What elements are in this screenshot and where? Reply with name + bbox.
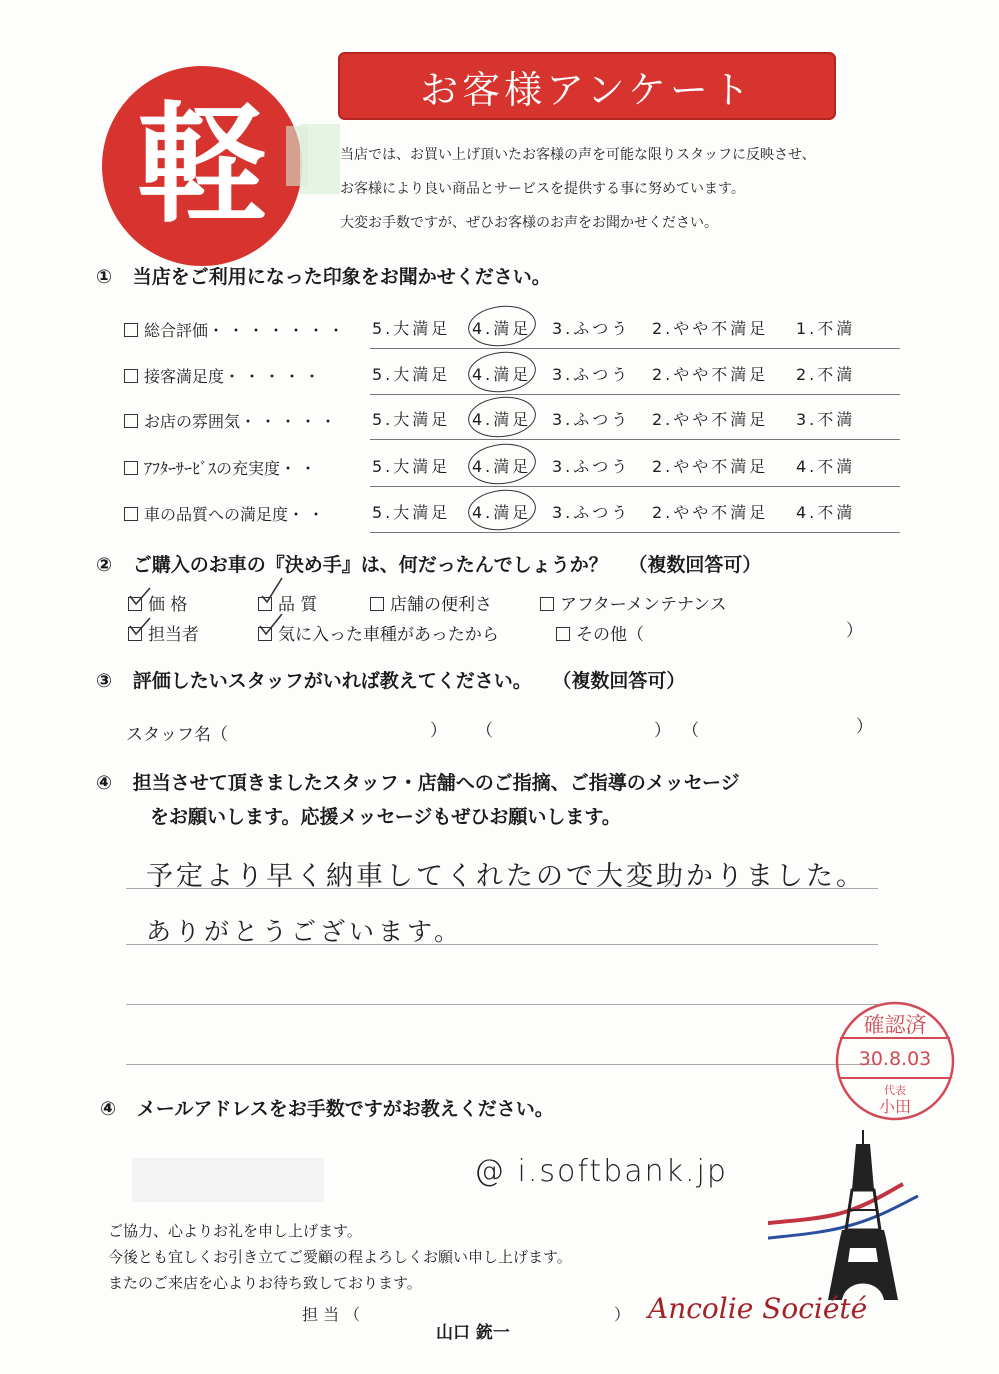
- q1-row-label[interactable]: [124, 364, 324, 387]
- rating-option-o2[interactable]: 2.やや不満足: [652, 319, 769, 338]
- checkbox-store-convenience[interactable]: [370, 597, 384, 611]
- row-checkbox[interactable]: [124, 369, 138, 383]
- message-ruled-line-2: [126, 944, 878, 945]
- rating-option-o3[interactable]: 3.ふつう: [552, 503, 631, 522]
- row-checkbox[interactable]: [124, 507, 138, 521]
- q1-number: ①: [96, 266, 113, 288]
- q2-header: [96, 550, 761, 577]
- page-title: お客様アンケート: [420, 67, 754, 112]
- rating-option-o5[interactable]: 5.大満足: [372, 457, 451, 476]
- row-label-text: お店の雰囲気: [144, 412, 241, 431]
- title-banner: [338, 52, 836, 120]
- footer-staff-name: 山口 銃一: [436, 1323, 510, 1343]
- rating-option-o4[interactable]: 4.満足: [472, 365, 532, 384]
- q2-option-store-convenience[interactable]: 店舗の便利さ: [370, 590, 492, 615]
- q4-number: ④: [96, 772, 113, 794]
- q2-option-staff[interactable]: 担当者: [128, 620, 199, 645]
- q1-row: [124, 397, 900, 441]
- handwritten-message-line-1[interactable]: 予定より早く納車してくれたので大変助かりました。: [146, 861, 866, 892]
- q5-heading: メールアドレスをお手数ですがお教えください。: [136, 1098, 554, 1120]
- q3-note: （複数回答可）: [552, 670, 686, 692]
- staff-paren-open-2: （: [476, 721, 493, 741]
- staff-paren-close-1: ）: [430, 721, 447, 741]
- q2-option-other[interactable]: その他（: [556, 620, 644, 645]
- rating-option-o4[interactable]: 4.満足: [472, 319, 532, 338]
- rating-option-o3[interactable]: 3.ふつう: [552, 410, 631, 429]
- footer-staff-label: 担 当 （: [302, 1305, 361, 1324]
- row-label-text: 車の品質への満足度: [144, 505, 289, 524]
- stamp-name: 小田: [878, 1097, 912, 1116]
- staff-paren-open-3: （: [682, 721, 699, 741]
- logo-green-tab: [300, 124, 340, 194]
- row-leader-dots: ・・・・・・・: [208, 321, 349, 340]
- footer-thanks-line-2: 今後とも宜しくお引き立てご愛顧の程よろしくお願い申し上げます。: [108, 1248, 572, 1266]
- check-mark-price: [126, 586, 156, 608]
- footer-staff-close: ）: [614, 1305, 631, 1324]
- checkbox-other[interactable]: [556, 627, 570, 641]
- q4-header: [96, 768, 740, 795]
- staff-name-input-1[interactable]: [236, 720, 426, 742]
- q1-row-label[interactable]: [124, 502, 328, 525]
- check-mark-staff: [126, 616, 156, 638]
- stamp-confirmed: 確認済: [863, 1013, 927, 1037]
- q3-number: ③: [96, 670, 113, 692]
- intro-line-1: 当店では、お買い上げ頂いたお客様の声を可能な限りスタッフに反映させ、: [340, 147, 816, 163]
- selected-rating-circle: [466, 349, 538, 396]
- row-divider: [370, 486, 900, 487]
- staff-paren-close-2: ）: [654, 721, 671, 741]
- q1-row-label[interactable]: [124, 456, 320, 479]
- q3-header: [96, 666, 685, 693]
- rating-option-o1[interactable]: 4.不満: [796, 503, 856, 522]
- q4-heading-line-1: 担当させて頂きましたスタッフ・店舗へのご指摘、ご指導のメッセージ: [132, 772, 740, 794]
- row-checkbox[interactable]: [124, 461, 138, 475]
- q2-number: ②: [96, 554, 113, 576]
- message-ruled-line-3: [126, 1004, 878, 1005]
- q2-other-close: ）: [846, 621, 863, 641]
- row-label-text: 総合評価: [144, 321, 209, 340]
- stamp-date: 30.8.03: [858, 1048, 932, 1070]
- q5-number: ④: [100, 1098, 117, 1120]
- rating-option-o1[interactable]: 1.不満: [796, 319, 856, 338]
- staff-paren-close-3: ）: [856, 717, 873, 737]
- row-leader-dots: ・・・・・: [240, 412, 341, 431]
- check-mark-liked-model: [256, 612, 286, 638]
- email-domain[interactable]: @ i.softbank.jp: [474, 1154, 728, 1189]
- confirmation-stamp: [832, 998, 958, 1124]
- rating-option-o3[interactable]: 3.ふつう: [552, 319, 631, 338]
- footer-thanks-line-1: ご協力、心よりお礼を申し上げます。: [108, 1222, 362, 1240]
- row-leader-dots: ・・: [280, 459, 321, 478]
- logo-character: 軽: [136, 89, 268, 241]
- q1-row-label[interactable]: [124, 409, 340, 432]
- q2-note: （複数回答可）: [628, 554, 762, 576]
- rating-option-o1[interactable]: 4.不満: [796, 457, 856, 476]
- intro-line-2: お客様により良い商品とサービスを提供する事に努めています。: [340, 181, 745, 197]
- q4-heading-line-2: をお願いします。応援メッセージもぜひお願いします。: [150, 806, 621, 828]
- rating-option-o4[interactable]: 4.満足: [472, 457, 532, 476]
- check-mark-quality: [258, 576, 288, 606]
- row-leader-dots: ・・: [288, 505, 329, 524]
- rating-option-o5[interactable]: 5.大満足: [372, 319, 451, 338]
- rating-option-o1[interactable]: 3.不満: [796, 410, 856, 429]
- row-divider: [370, 348, 900, 349]
- row-leader-dots: ・・・・・: [224, 367, 325, 386]
- row-divider: [370, 532, 900, 533]
- q2-option-price[interactable]: 価 格: [128, 590, 187, 615]
- email-redaction-block: [132, 1158, 324, 1202]
- q2-option-quality[interactable]: 品 質: [258, 590, 317, 615]
- handwritten-message-line-2[interactable]: ありがとうございます。: [146, 917, 464, 946]
- rating-option-o3[interactable]: 3.ふつう: [552, 365, 631, 384]
- message-ruled-line-1: [126, 888, 878, 889]
- q2-heading: ご購入のお車の『決め手』は、何だったんでしょうか？: [132, 554, 608, 576]
- q1-header: [96, 262, 551, 289]
- footer-thanks-line-3: またのご来店を心よりお待ち致しております。: [108, 1274, 422, 1292]
- row-label-text: 接客満足度: [144, 367, 225, 386]
- selected-rating-circle: [466, 303, 538, 350]
- q1-row: [124, 444, 900, 488]
- selected-rating-circle: [466, 487, 538, 534]
- row-checkbox[interactable]: [124, 323, 138, 337]
- q1-row: [124, 490, 900, 534]
- rating-option-o2[interactable]: 2.やや不満足: [652, 365, 769, 384]
- staff-name-label: スタッフ名（: [126, 725, 228, 745]
- row-checkbox[interactable]: [124, 414, 138, 428]
- q1-row-label[interactable]: [124, 318, 348, 341]
- stamp-role: 代表: [884, 1084, 906, 1097]
- checkbox-after-maintenance[interactable]: [540, 597, 554, 611]
- intro-line-3: 大変お手数ですが、ぜひお客様のお声をお聞かせください。: [340, 215, 718, 231]
- rating-option-o5[interactable]: 5.大満足: [372, 503, 451, 522]
- q2-option-after-maintenance[interactable]: アフターメンテナンス: [540, 590, 727, 615]
- rating-option-o2[interactable]: 2.やや不満足: [652, 410, 769, 429]
- rating-option-o5[interactable]: 5.大満足: [372, 365, 451, 384]
- rating-option-o4[interactable]: 4.満足: [472, 503, 532, 522]
- row-divider: [370, 394, 900, 395]
- kei-logo: [96, 60, 308, 272]
- row-label-text: ｱﾌﾀｰｻｰﾋﾞｽの充実度: [144, 459, 281, 478]
- staff-name-input-3[interactable]: [700, 720, 850, 742]
- rating-option-o4[interactable]: 4.満足: [472, 410, 532, 429]
- rating-option-o3[interactable]: 3.ふつう: [552, 457, 631, 476]
- message-ruled-line-4: [126, 1064, 878, 1065]
- rating-option-o2[interactable]: 2.やや不満足: [652, 503, 769, 522]
- selected-rating-circle: [466, 441, 538, 488]
- staff-name-input-2[interactable]: [494, 720, 654, 742]
- q2-option-liked-model[interactable]: 気に入った車種があったから: [258, 620, 499, 645]
- row-divider: [370, 439, 900, 440]
- rating-option-o5[interactable]: 5.大満足: [372, 410, 451, 429]
- q3-heading: 評価したいスタッフがいれば教えてください。: [132, 670, 532, 692]
- q1-row: [124, 352, 900, 396]
- rating-option-o2[interactable]: 2.やや不満足: [652, 457, 769, 476]
- rating-option-o1[interactable]: 2.不満: [796, 365, 856, 384]
- q1-row: [124, 306, 900, 350]
- q5-header: [100, 1094, 554, 1121]
- q1-heading: 当店をご利用になった印象をお聞かせください。: [132, 266, 551, 288]
- selected-rating-circle: [466, 394, 538, 441]
- brand-logo-text: Ancolie Société: [648, 1292, 868, 1325]
